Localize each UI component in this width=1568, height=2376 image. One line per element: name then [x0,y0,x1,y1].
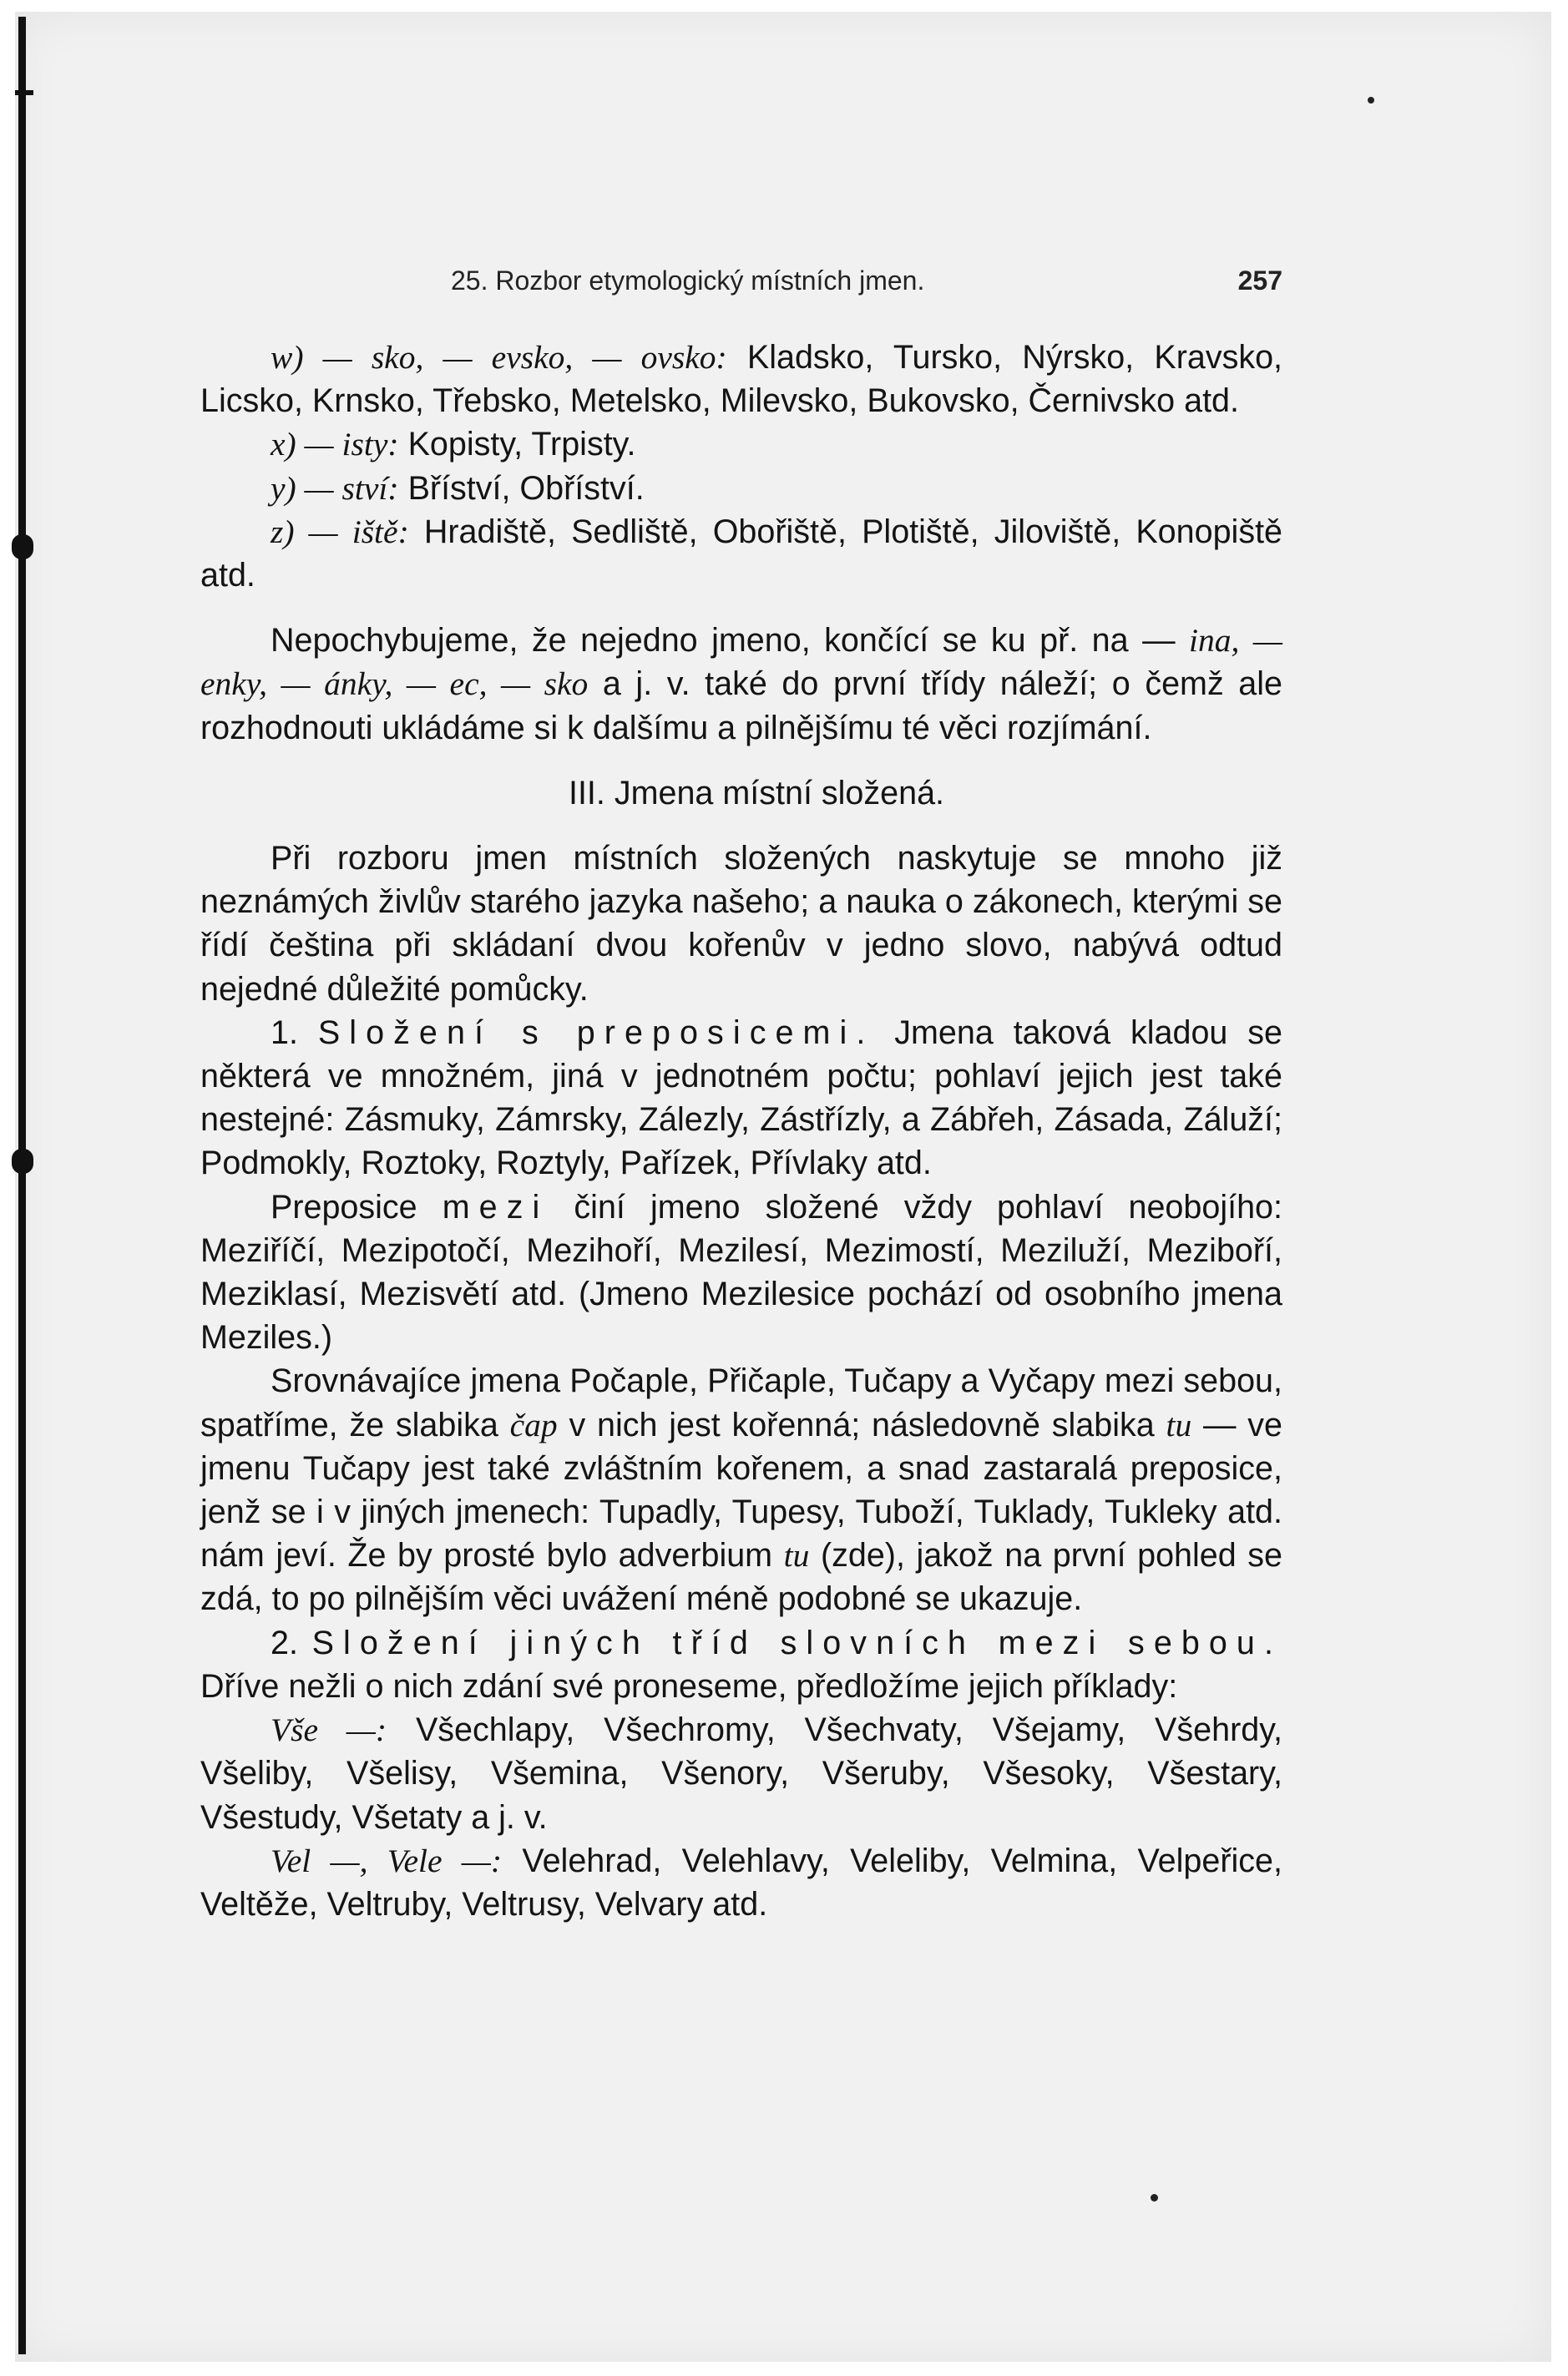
item-1 [200,1011,1282,1185]
paragraph-nepochybujeme-text-1: Nepochybujeme, že nejedno jmeno, končící se ku př. na — [271,622,1176,660]
entry-y [200,467,1282,510]
paragraph-nepochybujeme [200,619,1282,750]
entry-vse-text: Všechlapy, Všechromy, Všechvaty, Všejamy, Všehrdy, Všeliby, Všelisy, Všemina, Všenory, Všeruby, Všesoky, Všestary, Všestudy, Všetaty a j. v. [200,1711,1282,1836]
item-1-number: 1. [271,1014,298,1051]
item-1-text: Jmena taková kladou se některá ve množném, jiná v jednotném počtu; pohlaví jejich jest také nestejné: Zásmuky, Zámrsky, Zálezly, Zástřízly, a Zábřeh, Zásada, Záluží; Podmokly, Roztoky, Roztyly, Pařízek, Přívlaky atd. [200,1014,1282,1182]
paragraph-nepochybujeme-italic-1: ina, [1189,622,1240,660]
paragraph-srovnavajice-text-2: v nich jest kořenná; následovně slabika [569,1406,1155,1443]
paragraph-srovnavajice-italic-2: tu [1166,1406,1192,1443]
entry-vse [200,1708,1282,1839]
paragraph-pri-rozboru: Při rozboru jmen místních složených naskytuje se mnoho již neznámých živlův starého jazyka našeho; a nauka o zákonech, kterými se řídí čeština při skládaní dvou kořenův v jedno slovo, nabývá odtud nejedné důležité pomůcky. [200,840,1282,1008]
page-text [200,336,1282,1926]
entry-w [200,336,1282,422]
entry-y-label: y) — ství: [271,469,399,507]
item-2-title: Složení jiných tříd slovních mezi sebou. [311,1624,1282,1661]
item-1-title: Složení s preposicemi. [317,1014,875,1051]
specks [1368,97,1374,104]
paragraph-nepochybujeme-text-2: a j. v. také do první třídy náleží; o čemž ale rozhodnouti ukládáme si k dalšímu a pilnějšímu té věci rozjímání. [200,665,1282,746]
paragraph-preposice-word: mezi [442,1188,549,1226]
entry-w-text: Kladsko, Tursko, Nýrsko, Kravsko, Licsko, Krnsko, Třebsko, Metelsko, Milevsko, Bukovsko, Černivsko atd. [200,339,1283,420]
paragraph-srovnavajice-text-4: (zde), jakož na první pohled se zdá, to po pilnějším věci uvážení méně podobné se ukazuje. [200,1537,1282,1618]
header-title: 25. Rozbor etymologický místních jmen. [451,265,925,296]
binding-edge [18,17,26,2354]
binding-mark [12,1149,33,1174]
entry-vel [200,1839,1282,1926]
item-2-number: 2. [271,1624,298,1661]
paragraph-srovnavajice-text-3: — ve jmenu Tučapy jest také zvláštním kořenem, a snad zastaralá preposice, jenž se i v jiných jmenech: Tupadly, Tupesy, Tubоží, Tuklady, Tukleky atd. nám jeví. Že by prosté bylo adverbium [200,1406,1283,1575]
specks [1151,2194,1158,2202]
paragraph-preposice-text-1: Preposice [271,1188,417,1226]
paragraph-preposice [200,1185,1282,1360]
paragraph-srovnavajice-italic-1: čap [509,1406,558,1443]
binding-mark [12,534,33,559]
section-heading: III. Jmena místní složená. [568,774,945,811]
item-2 [200,1621,1282,1708]
paragraph-preposice-text-2: činí jmeno složené vždy pohlaví neobojího: Meziříčí, Mezipotočí, Mezihoří, Mezilesí, Mezimostí, Meziluží, Mezibоří, Meziklasí, Mezisvětí atd. (Jmeno Mezilesice pochází od osobního jmena Meziles.) [200,1188,1282,1357]
entry-z-label: z) — iště: [271,513,409,550]
item-2-text: Dříve nežli o nich zdání své proneseme, předložíme jejich příklady: [200,1667,1178,1705]
entry-vse-label: Vše —: [271,1711,387,1749]
entry-z [200,510,1282,597]
entry-z-text: Hradiště, Sedliště, Obořiště, Plotiště, Jiloviště, Konopiště atd. [200,513,1283,594]
paragraph-nepochybujeme-italic-2: — enky, — ánky, — ec, — sko [200,622,1282,703]
entry-vel-label: Vel —, Vele —: [271,1842,503,1879]
entry-w-label: w) — sko, — evsko, — ovsko: [271,339,727,376]
paragraph-srovnavajice-italic-3: tu [783,1537,810,1575]
paragraph-srovnavajice [200,1359,1282,1620]
entry-x [200,422,1282,466]
entry-x-label: x) — isty: [271,426,399,463]
paragraph-srovnavajice-text-1: Srovnávajíce jmena Počaple, Přičaple, Tučapy a Vyčapy mezi sebou, spatříme, že slabika [200,1362,1282,1443]
binding-mark [15,90,33,95]
running-header [451,265,1282,299]
page-number: 257 [1237,265,1282,296]
entry-x-text: Kopisty, Trpisty. [407,426,636,463]
entry-y-text: Bříství, Obříství. [407,469,645,507]
entry-vel-text: Velehrad, Velehlavy, Veleliby, Velmina, Velpeřice, Veltěže, Veltruby, Veltrusy, Velvary atd. [200,1842,1282,1923]
